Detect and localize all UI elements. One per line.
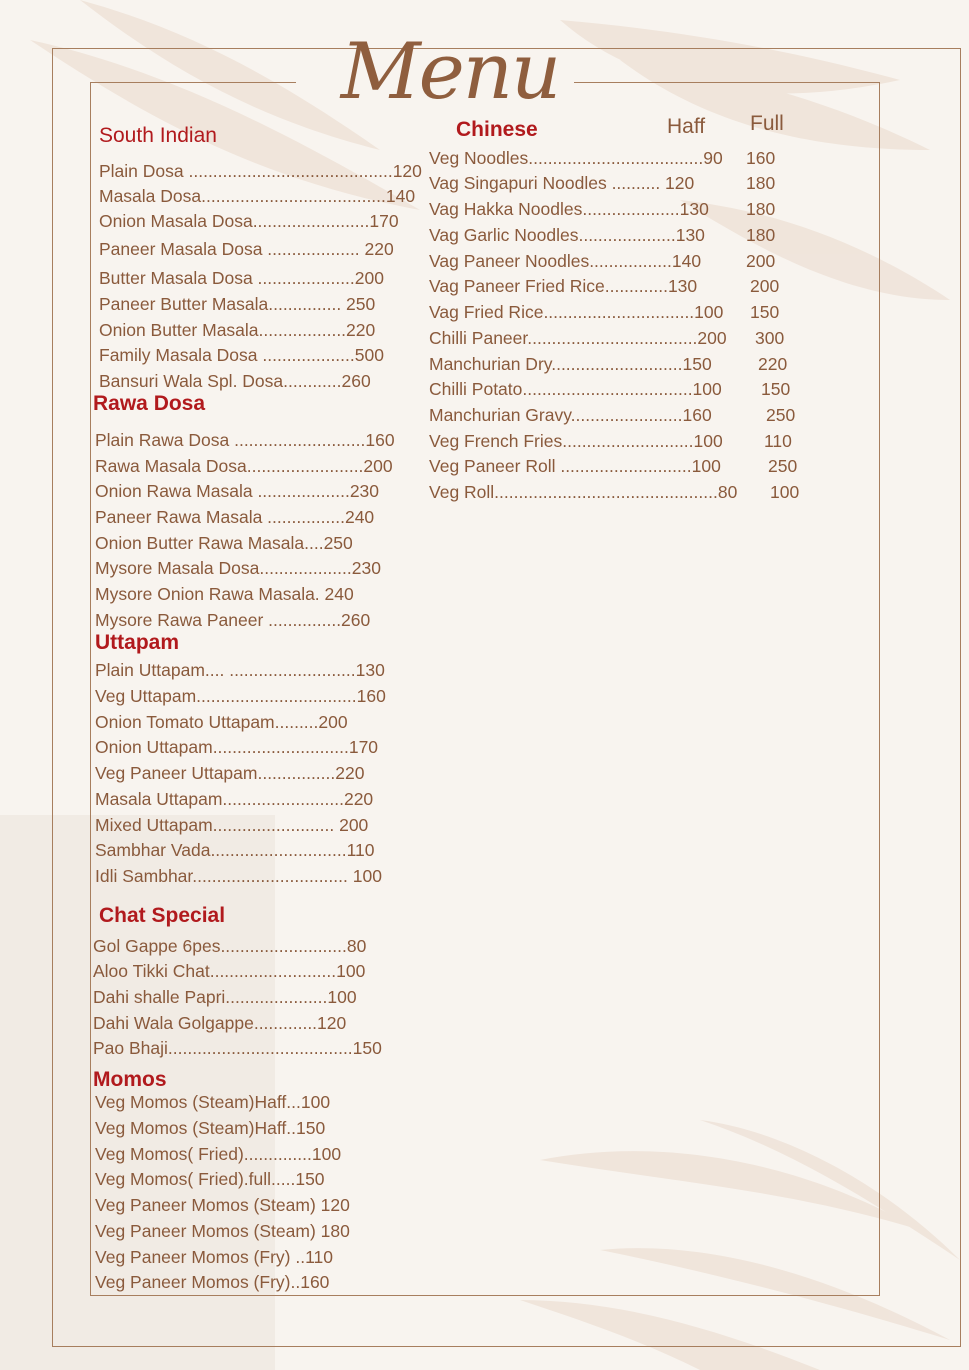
menu-item: Bansuri Wala Spl. Dosa............260	[99, 371, 371, 391]
menu-item: Vag Hakka Noodles....................130	[429, 199, 709, 219]
menu-item: Paneer Butter Masala............... 250	[99, 294, 376, 314]
full-price: 110	[764, 431, 792, 451]
menu-item: Onion Masala Dosa........................170	[99, 211, 399, 231]
full-price: 300	[755, 328, 785, 348]
menu-item: Chilli Potato...................................100	[429, 379, 722, 399]
menu-item: Onion Tomato Uttapam.........200	[95, 712, 348, 732]
menu-item: Plain Uttapam.... ..........................130	[95, 660, 385, 680]
full-price: 160	[746, 148, 776, 168]
menu-item: Dahi Wala Golgappe.............120	[93, 1013, 347, 1033]
menu-item: Rawa Masala Dosa........................200	[95, 456, 393, 476]
section-heading-momos: Momos	[93, 1068, 167, 1091]
menu-item: Aloo Tikki Chat..........................100	[93, 961, 366, 981]
menu-item: Veg Momos( Fried).full.....150	[95, 1169, 325, 1189]
section-heading-rawa-dosa: Rawa Dosa	[93, 392, 206, 415]
section-heading-uttapam: Uttapam	[95, 631, 180, 654]
column-header-full: Full	[750, 112, 784, 135]
page-title: Menu	[340, 27, 560, 117]
full-price: 180	[746, 199, 776, 219]
menu-item: Chilli Paneer...................................200	[429, 328, 727, 348]
menu-item: Butter Masala Dosa ....................200	[99, 268, 384, 288]
menu-item: Manchurian Gravy.......................160	[429, 405, 712, 425]
menu-item: Veg Paneer Momos (Fry)..160	[95, 1272, 330, 1292]
menu-item: Masala Dosa......................................140	[99, 186, 416, 206]
menu-item: Family Masala Dosa ...................500	[99, 345, 384, 365]
full-price: 200	[746, 251, 776, 271]
menu-item: Veg Momos (Steam)Haff..150	[95, 1118, 326, 1138]
menu-item: Plain Dosa ..........................................120	[99, 161, 422, 181]
menu-item: Pao Bhaji......................................150	[93, 1038, 382, 1058]
menu-item: Onion Butter Masala..................220	[99, 320, 376, 340]
menu-item: Sambhar Vada............................110	[95, 840, 375, 860]
menu-item: Vag Fried Rice...............................100	[429, 302, 724, 322]
full-price: 250	[766, 405, 796, 425]
menu-item: Onion Butter Rawa Masala....250	[95, 533, 353, 553]
menu-item: Veg Momos( Fried)..............100	[95, 1144, 342, 1164]
full-price: 100	[770, 482, 800, 502]
menu-item: Veg Paneer Momos (Fry) ..110	[95, 1247, 333, 1267]
full-price: 220	[758, 354, 788, 374]
full-price: 150	[761, 379, 791, 399]
menu-item: Paneer Rawa Masala ................240	[95, 507, 375, 527]
menu-item: Gol Gappe 6pes..........................80	[93, 936, 367, 956]
full-price: 250	[768, 456, 798, 476]
menu-item: Idli Sambhar................................ 100	[95, 866, 382, 886]
full-price: 180	[746, 173, 776, 193]
menu-item: Mixed Uttapam......................... 200	[95, 815, 369, 835]
column-header-half: Haff	[667, 115, 706, 138]
menu-item: Veg Roll..............................................80	[429, 482, 738, 502]
menu-item: Vag Paneer Fried Rice.............130	[429, 276, 698, 296]
menu-item: Manchurian Dry...........................150	[429, 354, 712, 374]
menu-item: Mysore Onion Rawa Masala. 240	[95, 584, 354, 604]
menu-item: Veg Paneer Momos (Steam) 180	[95, 1221, 350, 1241]
menu-item: Dahi shalle Papri.....................100	[93, 987, 357, 1007]
menu-item: Vag Paneer Noodles.................140	[429, 251, 702, 271]
menu-item: Onion Rawa Masala ...................230	[95, 481, 380, 501]
menu-item: Paneer Masala Dosa ................... 220	[99, 239, 394, 259]
menu-item: Vag Singapuri Noodles .......... 120	[429, 173, 695, 193]
menu-item: Veg Paneer Roll ...........................100	[429, 456, 721, 476]
menu-item: Vag Garlic Noodles....................130	[429, 225, 705, 245]
full-price: 150	[750, 302, 780, 322]
menu-item: Veg French Fries...........................100	[429, 431, 723, 451]
menu-item: Onion Uttapam............................170	[95, 737, 379, 757]
menu-item: Veg Paneer Momos (Steam) 120	[95, 1195, 350, 1215]
section-heading-south-indian: South Indian	[99, 124, 217, 147]
menu-item: Mysore Masala Dosa...................230	[95, 558, 381, 578]
section-heading-chinese: Chinese	[456, 118, 538, 141]
menu-item: Veg Uttapam.................................160	[95, 686, 386, 706]
menu-item: Masala Uttapam.........................220	[95, 789, 374, 809]
section-heading-chat-special: Chat Special	[99, 904, 226, 927]
menu-item: Plain Rawa Dosa ...........................160	[95, 430, 395, 450]
menu-item: Veg Momos (Steam)Haff...100	[95, 1092, 331, 1112]
full-price: 180	[746, 225, 776, 245]
menu-item: Veg Paneer Uttapam................220	[95, 763, 365, 783]
menu-item: Mysore Rawa Paneer ...............260	[95, 610, 371, 630]
menu-item: Veg Noodles....................................90	[429, 148, 723, 168]
full-price: 200	[750, 276, 780, 296]
